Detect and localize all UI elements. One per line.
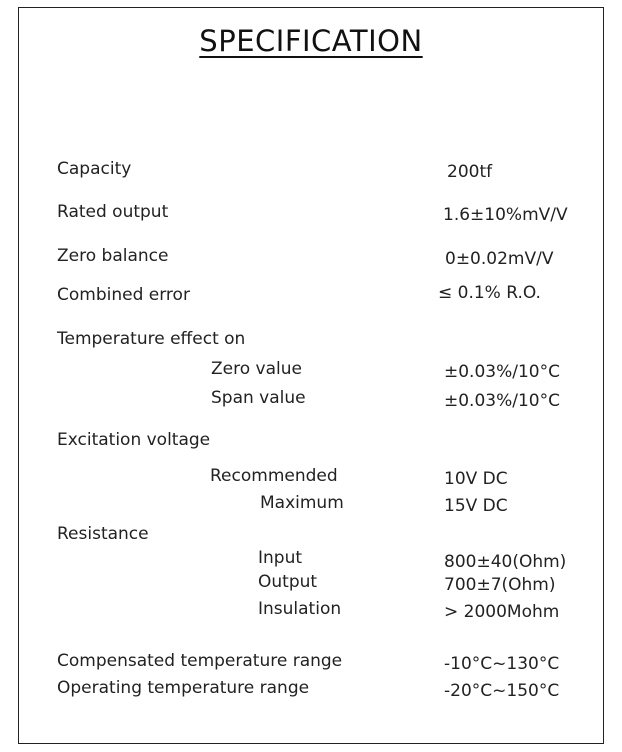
capacity-label: Capacity	[57, 159, 132, 179]
rated-output-value: 1.6±10%mV/V	[443, 205, 568, 225]
operating-temp-label: Operating temperature range	[57, 678, 310, 698]
resistance-label: Resistance	[57, 524, 149, 544]
recommended-value: 10V DC	[444, 469, 508, 489]
combined-error-label: Combined error	[57, 285, 190, 305]
page-title: SPECIFICATION	[199, 24, 423, 58]
rated-output-label: Rated output	[57, 202, 169, 222]
capacity-value: 200tf	[447, 162, 493, 182]
zero-value-value: ±0.03%/10°C	[444, 362, 560, 382]
excitation-voltage-label: Excitation voltage	[57, 430, 211, 450]
input-label: Input	[258, 548, 303, 568]
zero-value-label: Zero value	[211, 359, 302, 379]
recommended-label: Recommended	[210, 466, 338, 486]
span-value-value: ±0.03%/10°C	[444, 391, 560, 411]
maximum-value: 15V DC	[444, 496, 508, 516]
zero-balance-label: Zero balance	[57, 246, 169, 266]
output-label: Output	[258, 572, 318, 592]
insulation-value: > 2000Mohm	[444, 602, 560, 622]
zero-balance-value: 0±0.02mV/V	[445, 249, 554, 269]
operating-temp-value: -20°C~150°C	[444, 681, 560, 701]
insulation-label: Insulation	[258, 599, 342, 619]
output-value: 700±7(Ohm)	[444, 575, 556, 595]
temperature-effect-label: Temperature effect on	[57, 329, 246, 349]
maximum-label: Maximum	[260, 493, 344, 513]
span-value-label: Span value	[211, 388, 306, 408]
compensated-temp-label: Compensated temperature range	[57, 651, 343, 671]
combined-error-value: ≤ 0.1% R.O.	[438, 283, 541, 303]
input-value: 800±40(Ohm)	[444, 552, 567, 572]
compensated-temp-value: -10°C~130°C	[444, 654, 560, 674]
